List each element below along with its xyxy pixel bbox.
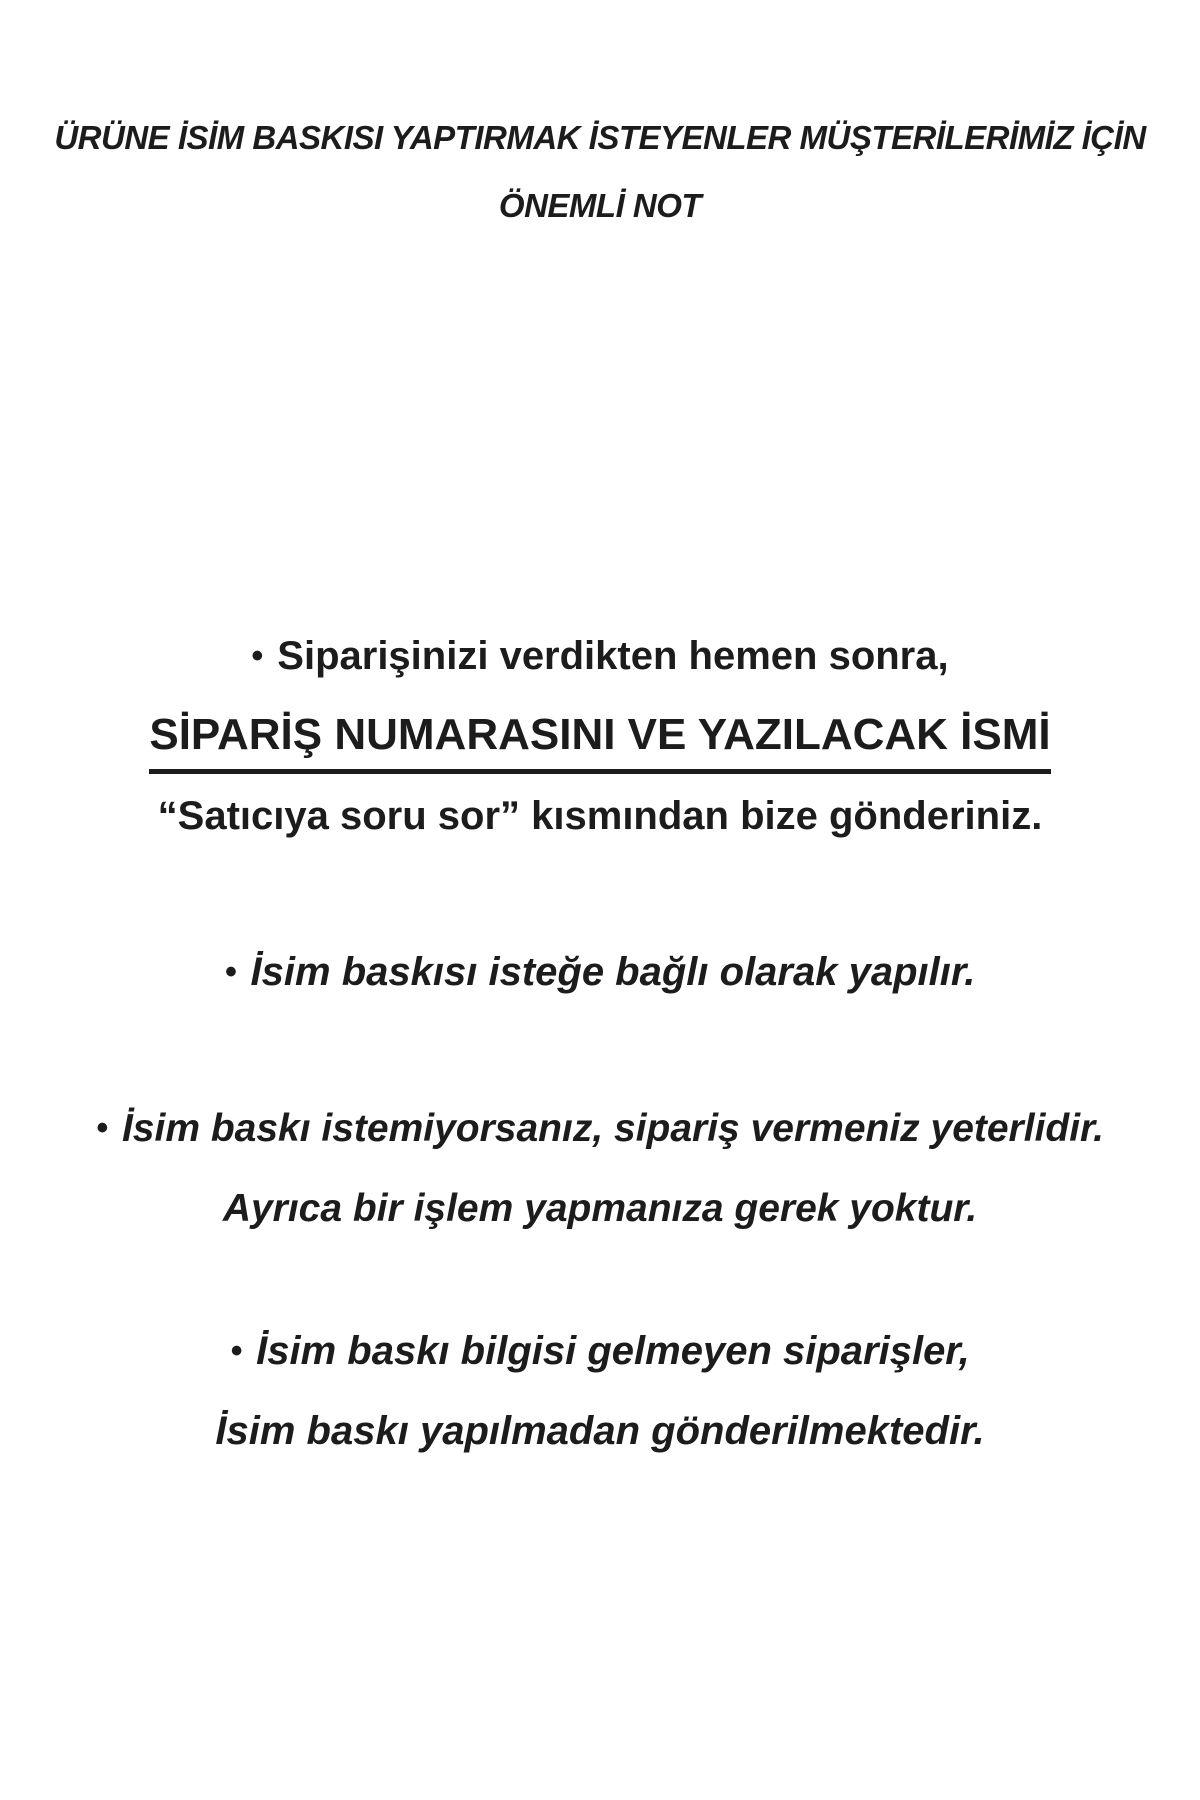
no-print-note-line-2: Ayrıca bir işlem yapmanıza gerek yoktur. [222,1187,978,1230]
missing-info-note-line-2: İsim baskı yapılmadan gönderilmektedir. [215,1409,985,1453]
document-title [0,104,1200,240]
section-optional-note [0,932,1200,1012]
no-print-note-text-1: İsim baskı istemiyorsanız, sipariş vermeniz yeterlidir. [121,1107,1104,1150]
order-number-heading: SİPARİŞ NUMARASINI VE YAZILACAK İSMİ [149,706,1050,774]
order-instructions-line-3: “Satıcıya soru sor” kısmından bize gönderiniz. [157,794,1043,838]
section-missing-info-note [0,1311,1200,1471]
optional-note-text: İsim baskısı isteğe bağlı olarak yapılır. [250,950,976,994]
order-instructions-text-1: Siparişinizi verdikten hemen sonra, [277,634,949,678]
bullet-icon: • [251,637,264,675]
order-instructions-line-1 [0,616,1200,696]
section-order-instructions [0,616,1200,856]
no-print-note-line-1 [0,1088,1200,1169]
bullet-icon: • [96,1109,108,1147]
bullet-icon: • [230,1332,243,1370]
title-line-2: ÖNEMLİ NOT [498,187,702,224]
title-line-1: ÜRÜNE İSİM BASKISI YAPTIRMAK İSTEYENLER MÜŞTERİLERİMİZ İÇİN [54,119,1146,156]
section-no-print-note [0,1088,1200,1249]
missing-info-note-text-1: İsim baskı bilgisi gelmeyen siparişler, [256,1329,970,1373]
missing-info-note-line-1 [0,1311,1200,1391]
optional-note-line-1 [0,932,1200,1012]
order-instructions-line-2 [0,696,1200,776]
bullet-icon: • [224,953,237,991]
